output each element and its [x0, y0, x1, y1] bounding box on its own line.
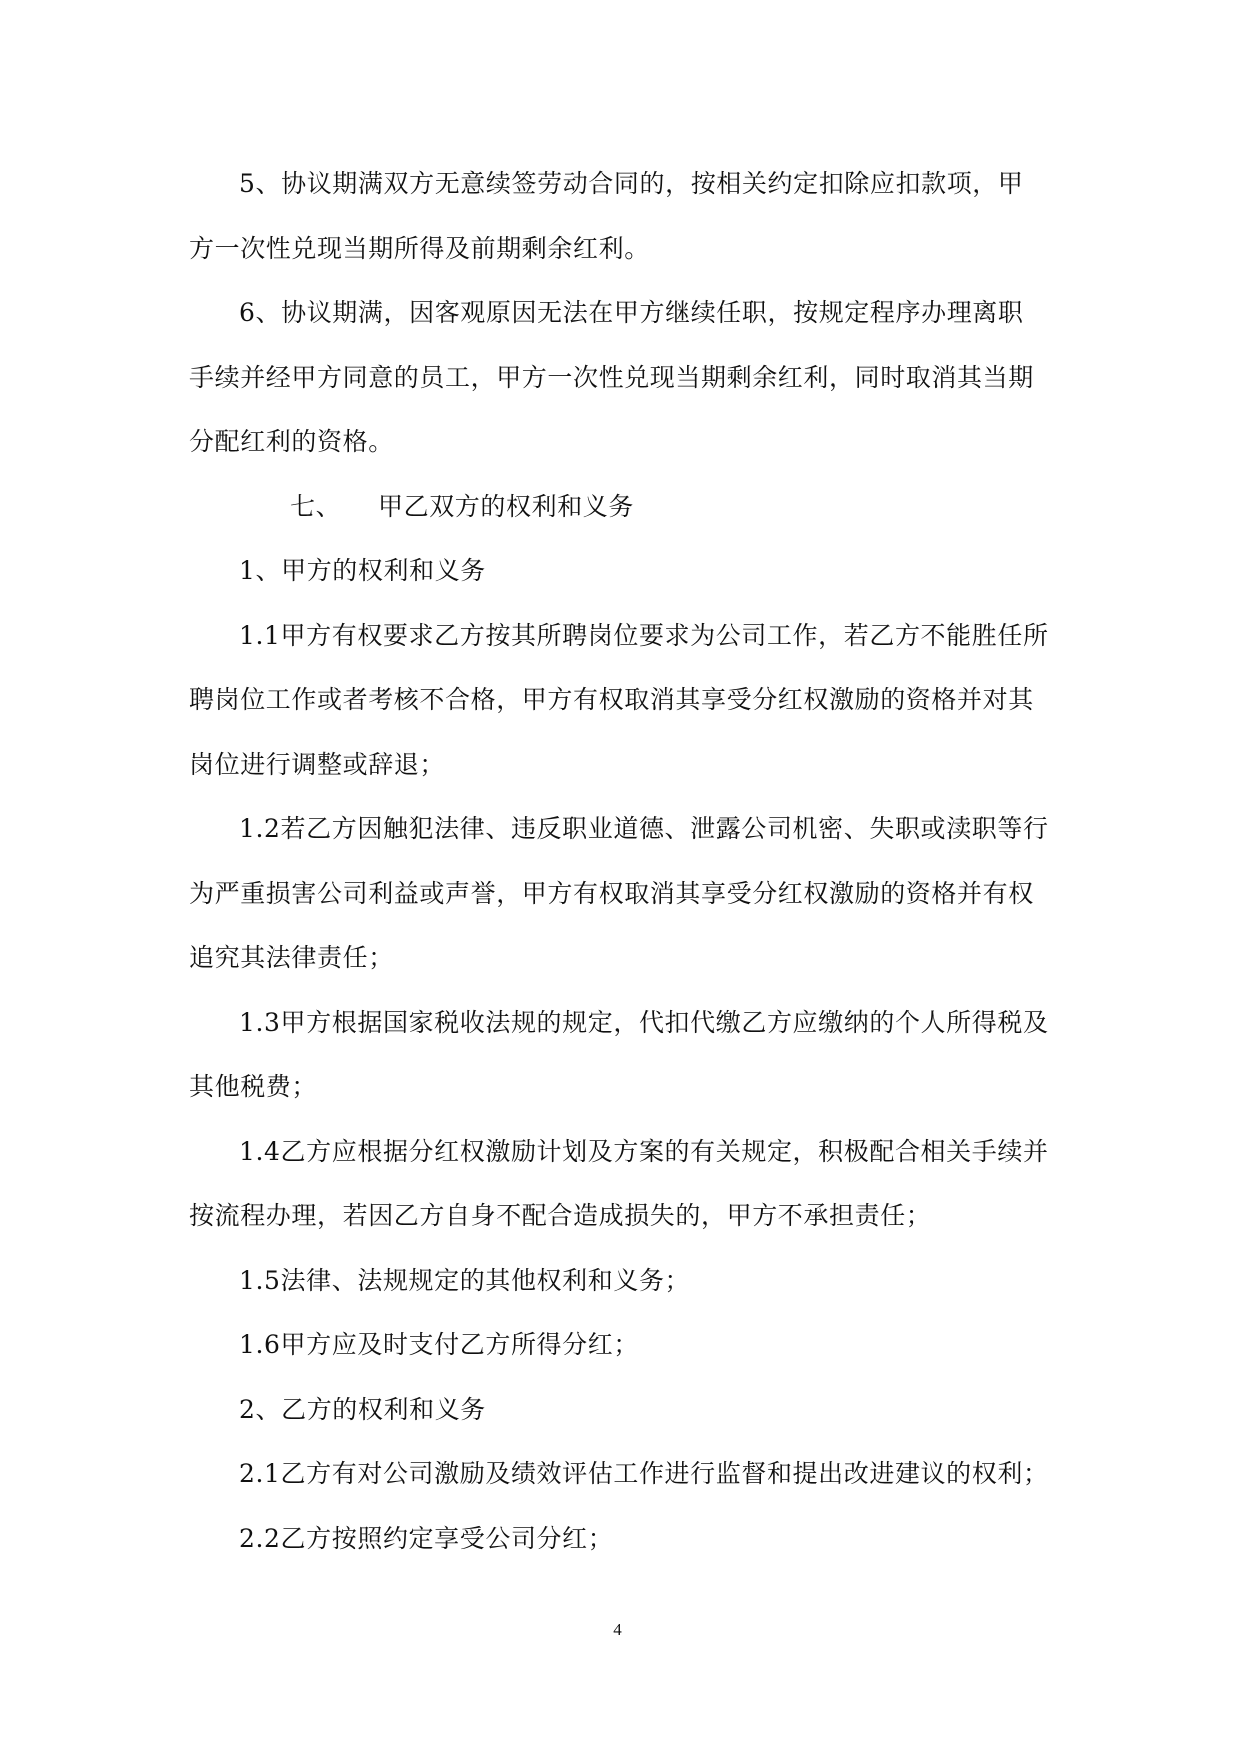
clause-1-6: 1.6甲方应及时支付乙方所得分红； [239, 1330, 639, 1359]
clause-1-5: 1.5法律、法规规定的其他权利和义务； [239, 1265, 691, 1295]
clause-1-3: 1.3甲方根据国家税收法规的规定，代扣代缴乙方应缴纳的个人所得税及其他税费； [189, 1007, 1049, 1101]
section-number: 七、 [290, 491, 342, 521]
clause-2-2: 2.2乙方按照约定享受公司分红； [239, 1523, 614, 1553]
clause-2-1: 2.1乙方有对公司激励及绩效评估工作进行监督和提出改进建议的权利； [239, 1459, 1049, 1488]
section-title: 甲乙双方的权利和义务 [378, 491, 635, 521]
clause-1-2: 1.2若乙方因触犯法律、违反职业道德、泄露公司机密、失职或渎职等行为严重损害公司利益或声誉，甲方有权取消其享受分红权激励的资格并有权追究其法律责任； [189, 814, 1049, 972]
page-number: 4 [613, 1620, 622, 1639]
paragraph-6: 6、协议期满，因客观原因无法在甲方继续任职，按规定程序办理离职手续并经甲方同意的员工，甲方一次性兑现当期剩余红利，同时取消其当期分配红利的资格。 [189, 298, 1034, 456]
document-body [189, 152, 1049, 1571]
subheading-party-a: 1、甲方的权利和义务 [239, 556, 486, 585]
paragraph-5: 5、协议期满双方无意续签劳动合同的，按相关约定扣除应扣款项，甲方一次性兑现当期所得及前期剩余红利。 [189, 169, 1024, 263]
clause-1-1: 1.1甲方有权要求乙方按其所聘岗位要求为公司工作，若乙方不能胜任所聘岗位工作或者考核不合格，甲方有权取消其享受分红权激励的资格并对其岗位进行调整或辞退； [189, 620, 1049, 779]
clause-1-4: 1.4乙方应根据分红权激励计划及方案的有关规定，积极配合相关手续并按流程办理，若因乙方自身不配合造成损失的，甲方不承担责任； [189, 1136, 1049, 1230]
section-heading [189, 475, 1049, 540]
subheading-party-b: 2、乙方的权利和义务 [239, 1394, 486, 1424]
